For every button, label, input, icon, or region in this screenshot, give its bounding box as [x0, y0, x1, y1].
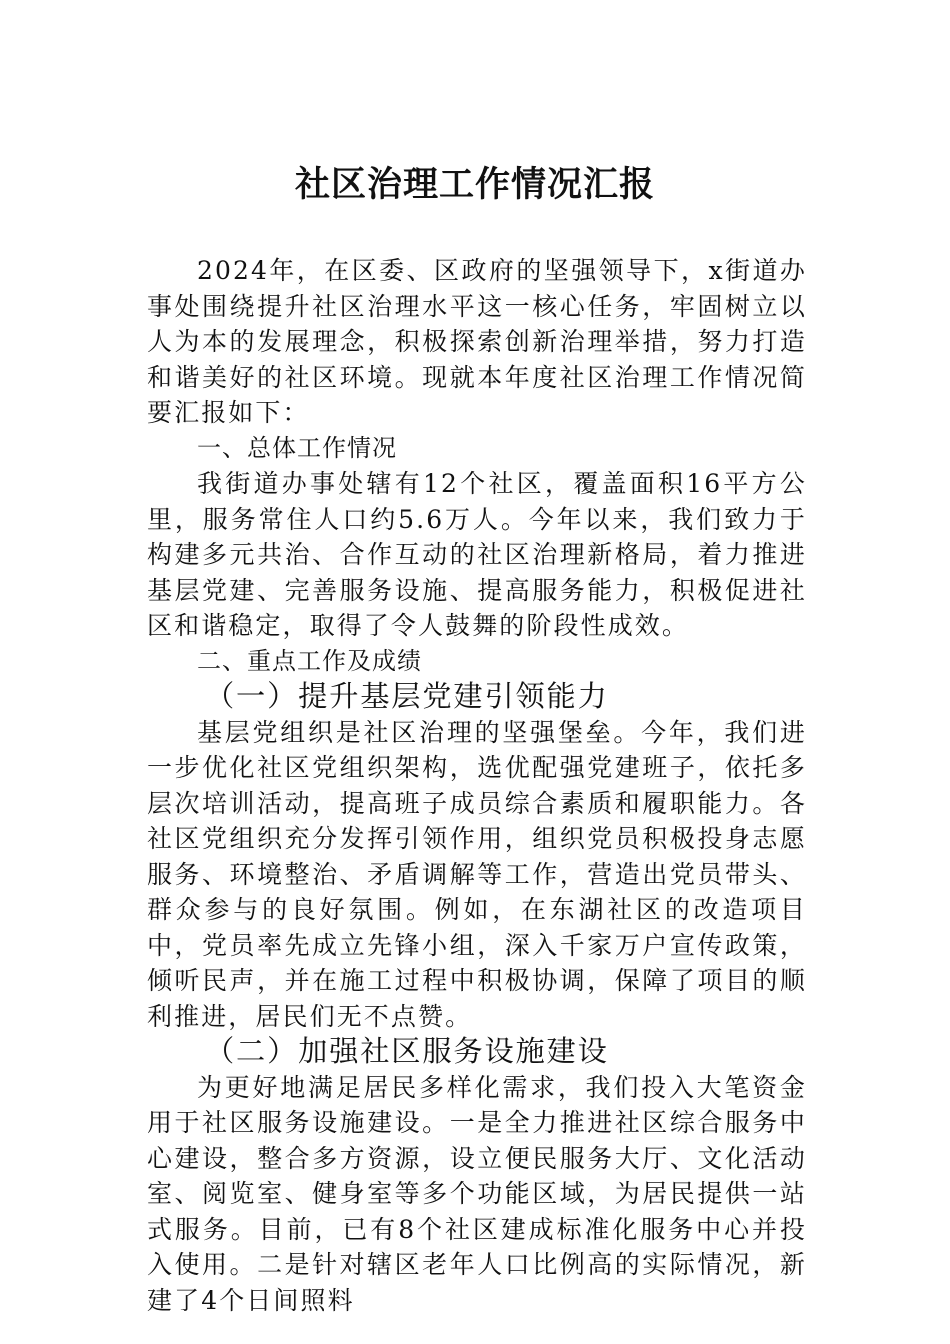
section-heading-key-work: 二、重点工作及成绩 — [197, 646, 422, 675]
overall-paragraph: 我街道办事处辖有12个社区，覆盖面积16平方公里，服务常住人口约5.6万人。今年以来，我们致力于构建多元共治、合作互动的社区治理新格局，着力推进基层党建、完善服务设施、提高服务能力，积极促进社区和谐稳定，取得了令人鼓舞的阶段性成效。 — [147, 469, 807, 640]
party-building-paragraph: 基层党组织是社区治理的坚强堡垒。今年，我们进一步优化社区党组织架构，选优配强党建班子，依托多层次培训活动，提高班子成员综合素质和履职能力。各社区党组织充分发挥引领作用，组织党员积极投身志愿服务、环境整治、矛盾调解等工作，营造出党员带头、群众参与的良好氛围。例如，在东湖社区的改造项目中，党员率先成立先锋小组，深入千家万户宣传政策，倾听民声，并在施工过程中积极协调，保障了项目的顺利推进，居民们无不点赞。 — [147, 717, 807, 1031]
section-heading-overall: 一、总体工作情况 — [197, 433, 397, 462]
subsection-heading-party-building: （一）提升基层党建引领能力 — [205, 679, 609, 713]
document-title: 社区治理工作情况汇报 — [294, 164, 655, 205]
subsection-heading-service-facilities: （二）加强社区服务设施建设 — [205, 1034, 609, 1068]
intro-paragraph: 2024年，在区委、区政府的坚强领导下，x街道办事处围绕提升社区治理水平这一核心任务，牢固树立以人为本的发展理念，积极探索创新治理举措，努力打造和谐美好的社区环境。现就本年度社区治理工作情况简要汇报如下： — [147, 256, 807, 427]
service-facilities-paragraph: 为更好地满足居民多样化需求，我们投入大笔资金用于社区服务设施建设。一是全力推进社区综合服务中心建设，整合多方资源，设立便民服务大厅、文化活动室、阅览室、健身室等多个功能区域，为居民提供一站式服务。目前，已有8个社区建成标准化服务中心并投入使用。二是针对辖区老年人口比例高的实际情况，新建了4个日间照料 — [147, 1072, 807, 1315]
document-body — [147, 253, 807, 1318]
